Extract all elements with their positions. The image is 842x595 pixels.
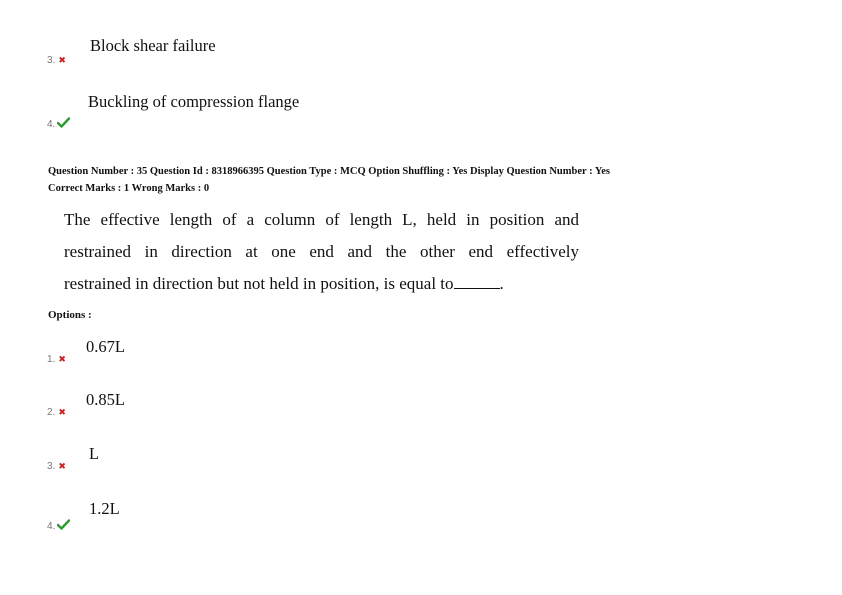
question-text-line2: restrained in direction at one end and the other end effectively — [64, 242, 579, 261]
options-label: Options : — [48, 309, 92, 321]
cross-icon: ✖ — [58, 407, 66, 417]
option-3-number — [47, 462, 66, 472]
question-text-line1: The effective length of a column of length L, held in position and — [64, 210, 579, 229]
question-meta-line1: Question Number : 35 Question Id : 8318966395 Question Type : MCQ Option Shuffling : Yes Display Question Number : Yes — [48, 166, 611, 177]
option-number: 2. — [47, 407, 56, 418]
prev-option-4-number — [47, 117, 70, 130]
option-number: 3. — [47, 55, 56, 66]
checkmark-icon — [57, 117, 70, 128]
question-end-punct: . — [499, 274, 504, 293]
option-1-number — [47, 355, 66, 365]
cross-icon: ✖ — [58, 55, 66, 65]
option-number: 3. — [47, 461, 56, 472]
option-3-text: L — [89, 444, 100, 463]
option-1-text: 0.67L — [86, 337, 125, 356]
checkmark-icon — [57, 519, 70, 530]
question-text-line3 — [64, 275, 579, 292]
answer-blank — [454, 287, 500, 289]
option-number: 4. — [47, 521, 56, 532]
option-number: 4. — [47, 119, 56, 130]
option-2-text: 0.85L — [86, 390, 125, 409]
prev-option-4-text: Buckling of compression flange — [88, 92, 300, 111]
prev-option-3-text: Block shear failure — [90, 36, 216, 55]
option-2-number — [47, 408, 66, 418]
question-text-line3-content: restrained in direction but not held in position, is equal to — [64, 274, 454, 293]
prev-option-3-number — [47, 56, 66, 66]
option-4-number — [47, 519, 70, 532]
cross-icon: ✖ — [58, 354, 66, 364]
option-4-text: 1.2L — [89, 499, 120, 518]
question-meta-line2: Correct Marks : 1 Wrong Marks : 0 — [48, 183, 210, 194]
option-number: 1. — [47, 354, 56, 365]
cross-icon: ✖ — [58, 461, 66, 471]
